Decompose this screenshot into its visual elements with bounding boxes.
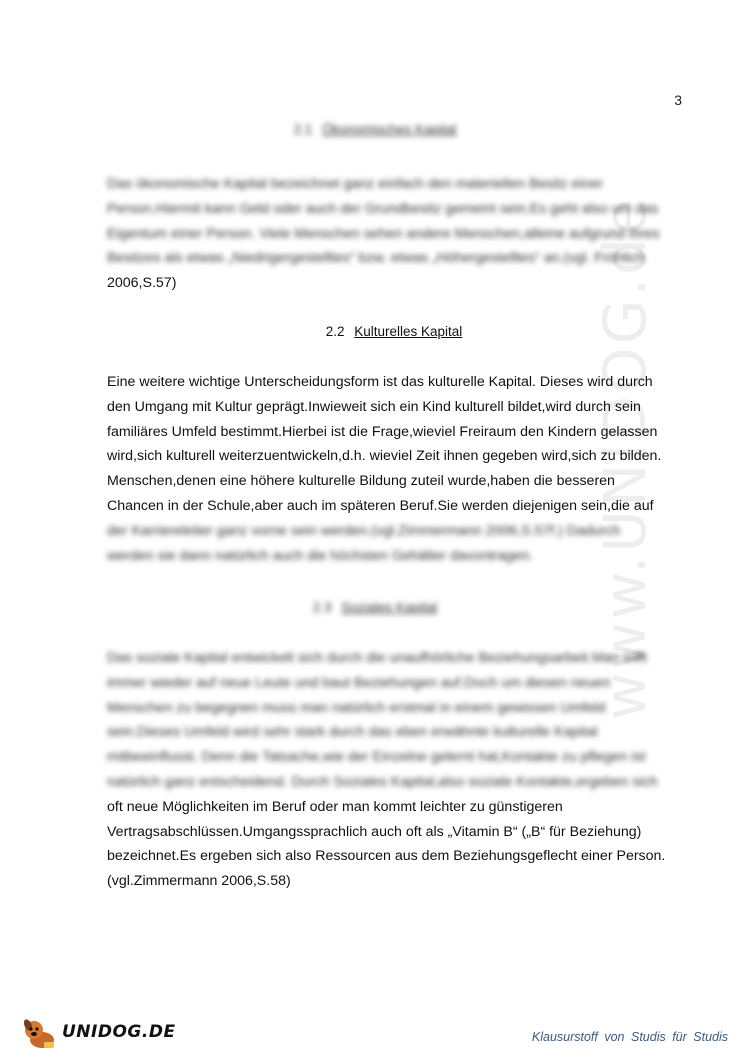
paragraph-line: familiäres Umfeld bestimmt.Hierbei ist die Frage,wieviel Freiraum den Kindern gelassen [107, 423, 658, 440]
paragraph-line: Menschen zu begegnen muss man natürlich erstmal in einem gewissen Umfeld [107, 699, 606, 716]
paragraph-line: oft neue Möglichkeiten im Beruf oder man kommt leichter zu günstigeren [107, 798, 563, 815]
section-title: Kulturelles Kapital [354, 324, 463, 339]
paragraph-line: Das ökonomische Kapital bezeichnet ganz einfach den materiellen Besitz einer [107, 176, 604, 192]
paragraph-line: Chancen in der Schule,aber auch im späteren Beruf.Sie werden diejenigen sein,die auf [107, 497, 654, 514]
paragraph-line: werden sie dann natürlich auch die höchsten Gehälter davontragen. [107, 547, 533, 564]
section-title: Ökonomisches Kapital [322, 122, 457, 137]
section-number: 2.3 [312, 600, 332, 615]
section-heading-2-3 [0, 600, 750, 615]
section-number: 2.1 [293, 122, 313, 137]
unidog-logo[interactable] [20, 1012, 176, 1052]
section-heading-2-1 [0, 122, 750, 137]
paragraph-line: Besitzes als etwas „Niedrigergestelltes“ bzw. etwas „Höhergestelltes“ an.(vgl. Fröhlich [107, 250, 645, 267]
paragraph-line: Das soziale Kapital entwickelt sich durch die unaufhörliche Beziehungsarbeit.Man trifft [107, 650, 647, 666]
paragraph-line: natürlich ganz entscheidend. Durch Soziales Kapital,also soziale Kontakte,ergeben sich [107, 773, 658, 790]
section-2-1-body [107, 172, 687, 296]
paragraph-line: Menschen,denen eine höhere kulturelle Bildung zuteil wurde,haben die besseren [107, 473, 615, 490]
paragraph-line: der Karriereleiter ganz vorne sein werden.(vgl.Zimmermann 2006,S.57f.) Dadurch [107, 522, 621, 539]
watermark: www.UNIDOG.de [591, 196, 659, 720]
paragraph-line: den Umgang mit Kultur geprägt.Inwieweit sich ein Kind kulturell bildet,wird durch sein [107, 398, 641, 415]
paragraph-line: Eine weitere wichtige Unterscheidungsform ist das kulturelle Kapital. Dieses wird durch [107, 374, 653, 390]
paragraph-line: mitbeeinflusst. Denn die Tatsache,wie der Einzelne gelernt hat,Kontakte zu pflegen ist [107, 749, 646, 766]
paragraph-line: bezeichnet.Es ergeben sich also Ressourcen aus dem Beziehungsgeflecht einer Person. [107, 848, 666, 865]
dog-mascot-icon [20, 1012, 60, 1052]
page-number: 3 [674, 92, 682, 108]
paragraph-line: 2006,S.57) [107, 275, 177, 292]
section-number: 2.2 [325, 324, 345, 339]
paragraph-line: Eigentum einer Person. Viele Menschen sehen andere Menschen,alleine aufgrund ihres [107, 225, 660, 242]
section-heading-2-2 [38, 324, 750, 339]
paragraph-line: sein.Dieses Umfeld wird sehr stark durch das eben erwähnte kulturelle Kapital [107, 724, 598, 741]
paragraph-line: Vertragsabschlüssen.Umgangssprachlich auch oft als „Vitamin B“ („B“ für Beziehung) [107, 823, 642, 840]
section-2-2-body [107, 370, 687, 568]
paragraph-line: Person.Hiermit kann Geld oder auch der Grundbesitz gemeint sein.Es geht also um das [107, 200, 659, 217]
paragraph-line: wird,sich kulturell weiterzuentwickeln,d.h. wieviel Zeit ihnen gegeben wird,sich zu bilden. [107, 448, 662, 465]
logo-text: UNIDOG.DE [62, 1022, 176, 1042]
footer-tagline: Klausurstoff von Studis für Studis [531, 1030, 728, 1044]
paragraph-line: (vgl.Zimmermann 2006,S.58) [107, 873, 291, 890]
section-title: Soziales Kapital [341, 600, 438, 615]
section-2-3-body [107, 646, 687, 894]
paragraph-line: immer wieder auf neue Leute und baut Beziehungen auf.Doch um diesen neuen [107, 674, 611, 691]
